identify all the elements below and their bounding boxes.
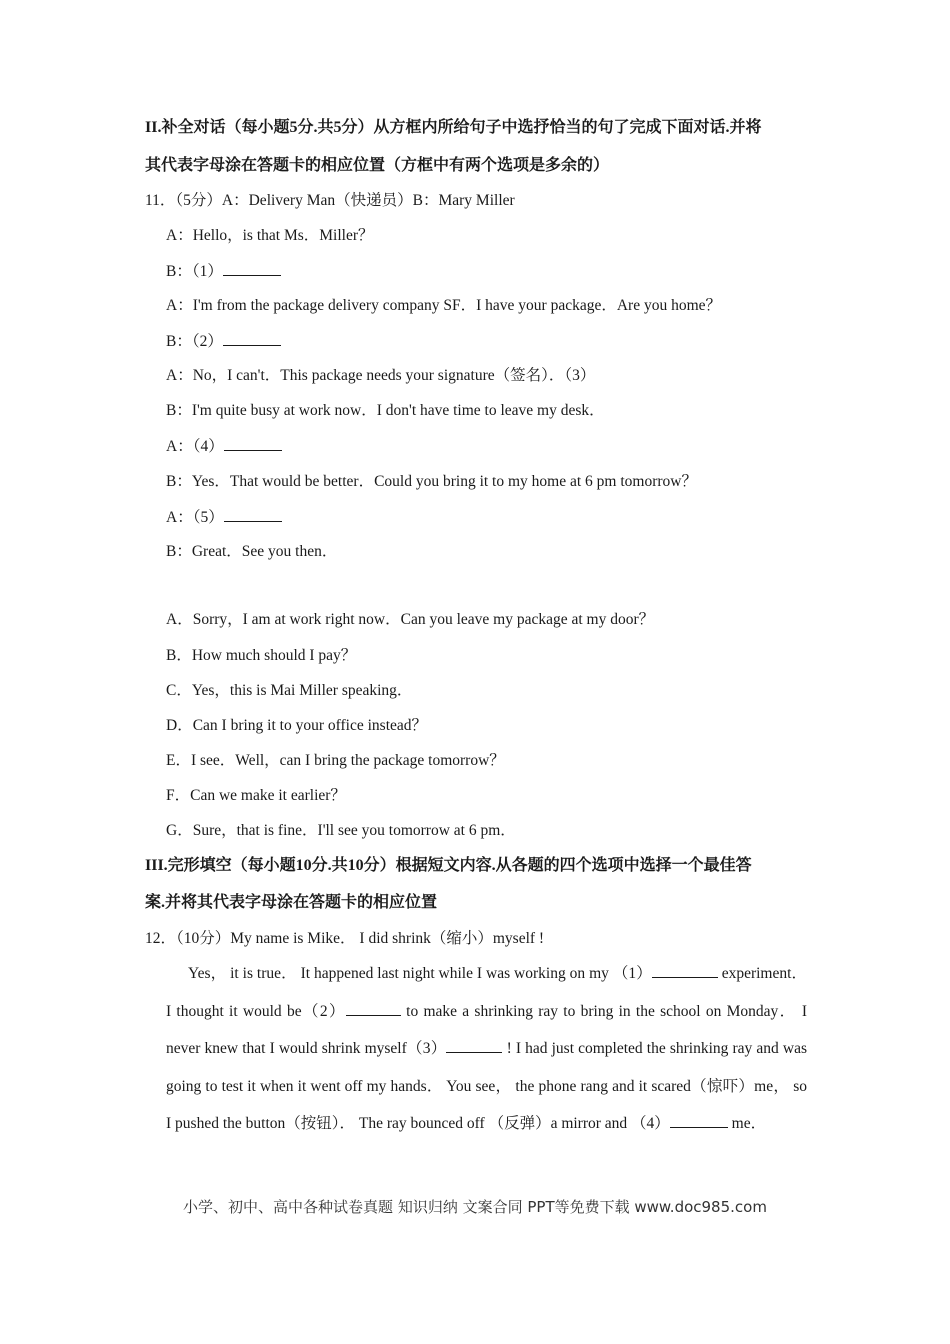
answer-blank: [224, 507, 282, 522]
section-3-heading-line1: III.完形填空（每小题10分.共10分）根据短文内容.从各题的四个选项中选择一个最佳答: [145, 857, 752, 874]
section-2-heading-line2: 其代表字母涂在答题卡的相应位置（方框中有两个选项是多余的）: [145, 157, 610, 174]
section-3-heading-line2: 案.并将其代表字母涂在答题卡的相应位置: [145, 894, 438, 911]
answer-blank: [224, 436, 282, 451]
answer-blank: [670, 1113, 728, 1128]
answer-blank: [223, 261, 281, 276]
dialogue-text: A：（4）: [166, 438, 224, 455]
dialogue-line: [166, 261, 281, 282]
dialogue-line: [166, 436, 282, 457]
footer-watermark: 小学、初中、高中各种试卷真题 知识归纳 文案合同 PPT等免费下载 www.doc985.com: [183, 1198, 767, 1216]
dialogue-line: [166, 507, 282, 528]
dialogue-line: B：Yes．That would be better．Could you bring it to my home at 6 pm tomorrow？: [166, 473, 697, 490]
dialogue-line: B：Great．See you then．: [166, 543, 338, 560]
passage-text: Yes， it is true． It happened last night while I was working on my （1）: [188, 965, 652, 982]
section-2-heading-line1: II.补全对话（每小题5分.共5分）从方框内所给句子中选抒恰当的句了完成下面对话.并将: [145, 119, 762, 136]
dialogue-line: A：I'm from the package delivery company SF．I have your package．Are you home？: [166, 297, 722, 314]
option-f: F．Can we make it earlier？: [166, 787, 346, 804]
dialogue-text: B：（2）: [166, 333, 223, 350]
dialogue-text: A：（5）: [166, 509, 224, 526]
cloze-passage: [166, 955, 807, 1143]
option-b: B．How much should I pay？: [166, 647, 357, 664]
question-11-header: 11．（5分）A：Delivery Man（快递员）B：Mary Miller: [145, 192, 515, 209]
dialogue-text: B：（1）: [166, 263, 223, 280]
option-e: E．I see．Well，can I bring the package tomorrow？: [166, 752, 505, 769]
answer-blank: [446, 1038, 502, 1053]
answer-blank: [346, 1001, 401, 1016]
dialogue-line: A：No，I can't．This package needs your signature（签名）．（3）: [166, 367, 596, 384]
passage-text: ! I had just completed the shrinking ray and was going to test it when it went off my hands． You see， the phone rang and it scared（惊吓）me， so I pushed the button（按钮）． The ray bounced off （反弹）a mirror and （4）: [166, 1040, 807, 1132]
dialogue-line: B：I'm quite busy at work now．I don't have time to leave my desk．: [166, 402, 605, 419]
passage-text: to make a shrinking ray to bring in the school on Monday． I never knew that I would shrink myself（3）: [166, 1002, 807, 1057]
dialogue-line: A：Hello，is that Ms．Miller？: [166, 227, 374, 244]
answer-blank: [223, 331, 281, 346]
dialogue-line: [166, 331, 281, 352]
option-d: D．Can I bring it to your office instead？: [166, 717, 428, 734]
question-12-header: 12．（10分）My name is Mike． I did shrink（缩小）myself !: [145, 930, 545, 947]
option-a: A．Sorry，I am at work right now．Can you leave my package at my door？: [166, 611, 655, 628]
answer-blank: [652, 963, 718, 978]
option-g: G．Sure，that is fine．I'll see you tomorrow at 6 pm．: [166, 822, 516, 839]
passage-text: me．: [727, 1115, 767, 1132]
passage-text: experiment． I thought it would be（2）: [166, 965, 807, 1020]
option-c: C．Yes，this is Mai Miller speaking．: [166, 682, 413, 699]
